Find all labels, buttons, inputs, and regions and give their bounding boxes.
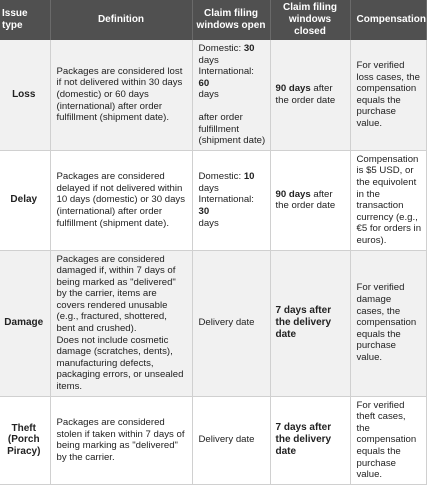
open-international-label: International: [198, 66, 254, 78]
open-domestic-label: Domestic: [198, 43, 244, 54]
closed-rest-text: after the order date [275, 188, 336, 212]
open-domestic-unit: days [198, 182, 219, 194]
compensation-cell: For verified loss cases, the compensation equals the purchase value. [350, 40, 426, 150]
open-international-unit: days [198, 217, 219, 229]
table-row-damage [0, 250, 426, 396]
header-issue-type: Issue type [0, 0, 50, 40]
open-international-value: 60 [198, 77, 210, 89]
closed-rest-text: after the order date [275, 83, 336, 106]
compensation-cell: For verified theft cases, the compensation equals the purchase value. [350, 396, 426, 484]
header-definition: Definition [50, 0, 192, 40]
windows-open-cell [192, 150, 270, 250]
open-domestic-unit: days [198, 54, 219, 66]
open-international-label: International: [198, 194, 254, 206]
definition-extra-text: Does not include cosmetic damage (scratches, dents), manufacturing defects, packaging errors, or unsealed items. [56, 334, 184, 393]
windows-closed-cell [270, 150, 350, 250]
issue-type-cell: Theft (Porch Piracy) [0, 396, 50, 484]
open-international-unit: days [198, 89, 219, 101]
windows-closed-cell: 7 days after the delivery date [270, 396, 350, 484]
definition-cell: Packages are considered lost if not delivered within 30 days (domestic) or 60 days (international) after order fulfillment (shipment date). [50, 40, 192, 150]
closed-bold-text: 90 days [275, 188, 311, 200]
header-compensation: Compensation [350, 0, 426, 40]
header-windows-closed: Claim filing windows closed [270, 0, 350, 40]
issue-type-cell: Delay [0, 150, 50, 250]
definition-text: Packages are considered damaged if, within 7 days of being marked as "delivered" by the carrier, items are covers rendered unusable (e.g., fractured, shottered, bent and crushed). [56, 253, 176, 335]
table-row-theft [0, 396, 426, 484]
compensation-cell: Compensation is $5 USD, or the equivolent in the transaction currency (e.g., €5 for orders in euros). [350, 150, 426, 250]
windows-open-cell [192, 40, 270, 150]
open-domestic-value: 30 [243, 43, 255, 54]
open-domestic-label: Domestic: [198, 171, 244, 183]
table-row-loss [0, 40, 426, 150]
table-row-delay [0, 150, 426, 250]
open-international-value: 30 [198, 205, 210, 217]
definition-cell: Packages are considered delayed if not delivered within 10 days (domestic) or 30 days (international) after order fulfillment (shipment date). [50, 150, 192, 250]
windows-closed-cell: 7 days after the delivery date [270, 250, 350, 396]
windows-open-cell: Delivery date [192, 396, 270, 484]
header-windows-open: Claim filing windows open [192, 0, 270, 40]
open-domestic-value: 10 [243, 171, 255, 183]
windows-open-cell: Delivery date [192, 250, 270, 396]
closed-bold-text: 90 days [275, 83, 311, 95]
windows-closed-cell [270, 40, 350, 150]
open-after-text: after order fulfillment (shipment date) [198, 111, 266, 147]
table-header-row [0, 0, 426, 40]
issue-type-cell: Damage [0, 250, 50, 396]
definition-cell [50, 250, 192, 396]
compensation-cell: For verified damage cases, the compensation equals the purchase value. [350, 250, 426, 396]
definition-cell: Packages are considered stolen if taken within 7 days of being marking as "delivered" by the carrier. [50, 396, 192, 484]
issue-type-cell: Loss [0, 40, 50, 150]
